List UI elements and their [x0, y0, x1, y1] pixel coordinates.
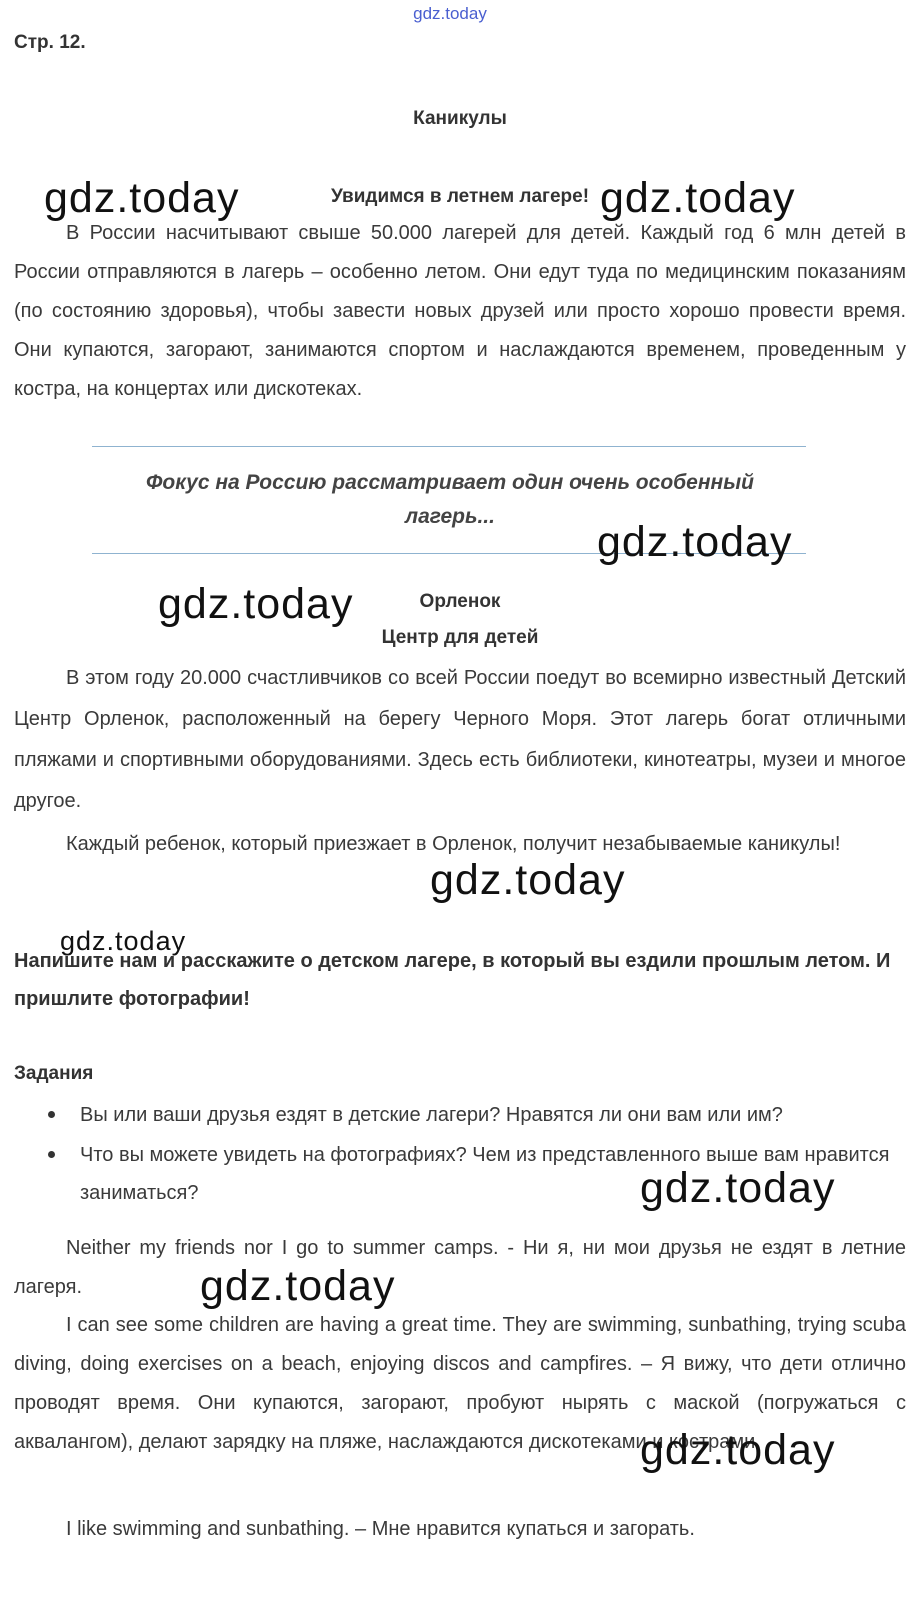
tasks-heading: Задания — [14, 1063, 94, 1084]
intro-paragraph: В России насчитывают свыше 50.000 лагерей для детей. Каждый год 6 млн детей в России отправляются в лагерь – особенно летом. Они едут туда по медицинским показаниям (по состоянию здоровья), чтобы завести новых друзей или просто хорошо провести время. Они купаются, загорают, занимаются спортом и наслаждаются временем, проведенным у костра, на концертах или дискотеках. — [14, 222, 906, 400]
divider-top — [92, 446, 806, 447]
task-text: Что вы можете увидеть на фотографиях? Чем из представленного выше вам нравится заниматься? — [80, 1144, 890, 1204]
watermark: gdz.today — [640, 1164, 836, 1212]
camp-subtitle: Центр для детей — [381, 627, 539, 648]
page-number: Стр. 12. — [14, 32, 86, 53]
page-title: Каникулы — [413, 108, 507, 129]
camp-paragraph-1: В этом году 20.000 счастливчиков со всей России поедут во всемирно известный Детский Центр Орленок, расположенный на берегу Черного Моря. Этот лагерь богат отличными пляжами и спортивными оборудованиями. Здесь есть библиотеки, кинотеатры, музеи и многое другое. — [14, 667, 906, 812]
watermark: gdz.today — [200, 1262, 396, 1310]
section-subtitle: Увидимся в летнем лагере! — [330, 186, 590, 207]
watermark: gdz.today — [158, 580, 354, 628]
answer-2: I can see some children are having a great time. They are swimming, sunbathing, trying scuba diving, doing exercises on a beach, enjoying discos and campfires. – Я вижу, что дети отлично проводят время. Они купаются, загорают, пробуют нырять с маской (погружаться с аквалангом), делают зарядку на пляже, наслаждаются дискотеками и кострами. — [14, 1314, 906, 1453]
camp-name: Орленок — [419, 591, 501, 612]
watermark: gdz.today — [600, 174, 796, 222]
site-mark: gdz.today — [413, 4, 487, 23]
bullet-icon — [48, 1111, 55, 1118]
watermark: gdz.today — [597, 518, 793, 566]
watermark: gdz.today — [430, 856, 626, 904]
answer-3: I like swimming and sunbathing. – Мне нравится купаться и загорать. — [66, 1518, 695, 1540]
task-text: Вы или ваши друзья ездят в детские лагери? Нравятся ли они вам или им? — [80, 1104, 783, 1126]
watermark: gdz.today — [60, 926, 187, 956]
call-to-action: Напишите нам и расскажите о детском лагере, в который вы ездили прошлым летом. И пришлите фотографии! — [14, 950, 891, 1010]
list-item — [14, 1096, 906, 1134]
camp-paragraph-2: Каждый ребенок, который приезжает в Орленок, получит незабываемые каникулы! — [66, 833, 841, 855]
bullet-icon — [48, 1151, 55, 1158]
focus-text: Фокус на Россию рассматривает один очень особенный лагерь... — [146, 471, 754, 528]
watermark: gdz.today — [640, 1426, 836, 1474]
answer-1: Neither my friends nor I go to summer camps. - Ни я, ни мои друзья не ездят в летние лагеря. — [14, 1237, 906, 1298]
watermark: gdz.today — [44, 174, 240, 222]
